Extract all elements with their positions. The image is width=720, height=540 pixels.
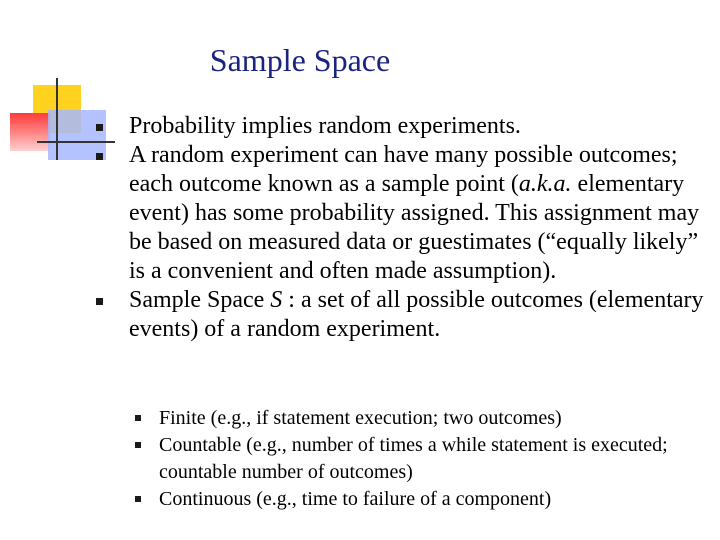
bullet-item: [96, 286, 706, 344]
sub-bullet-list: [132, 405, 692, 513]
sub-bullet-item: [132, 432, 692, 486]
bullet-text-post: : a set of all possible outcomes (elementary events) of a random experiment.: [129, 287, 704, 342]
sub-bullet-item: [132, 405, 692, 432]
square-bullet-icon: [135, 442, 141, 448]
square-bullet-icon: [96, 153, 103, 160]
square-bullet-icon: [135, 415, 141, 421]
decorative-red-square: [10, 113, 50, 151]
square-bullet-icon: [135, 496, 141, 502]
decorative-vertical-line: [56, 78, 58, 160]
bullet-item: [96, 141, 706, 286]
bullet-text-italic: S: [270, 287, 283, 313]
bullet-text-pre: Sample Space: [129, 287, 271, 313]
sub-bullet-text: Continuous (e.g., time to failure of a component): [159, 488, 552, 510]
square-bullet-icon: [96, 124, 103, 131]
bullet-text-pre: A random experiment can have many possible outcomes; each outcome known as a sample point (: [129, 142, 678, 197]
square-bullet-icon: [96, 298, 103, 305]
sub-bullet-text: Finite (e.g., if statement execution; two outcomes): [159, 407, 562, 429]
bullet-text-italic: a.k.a.: [518, 171, 572, 197]
bullet-text-post: elementary event) has some probability assigned. This assignment may be based on measured data or guestimates (“equally likely” is a convenient and often made assumption).: [129, 171, 700, 284]
slide-title: Sample Space: [209, 42, 391, 78]
bullet-list: [96, 112, 706, 344]
bullet-text: Probability implies random experiments.: [129, 113, 521, 139]
sub-bullet-item: [132, 486, 692, 513]
bullet-item: [96, 112, 706, 141]
sub-bullet-text: Countable (e.g., number of times a while statement is executed; countable number of outcomes): [159, 434, 668, 483]
